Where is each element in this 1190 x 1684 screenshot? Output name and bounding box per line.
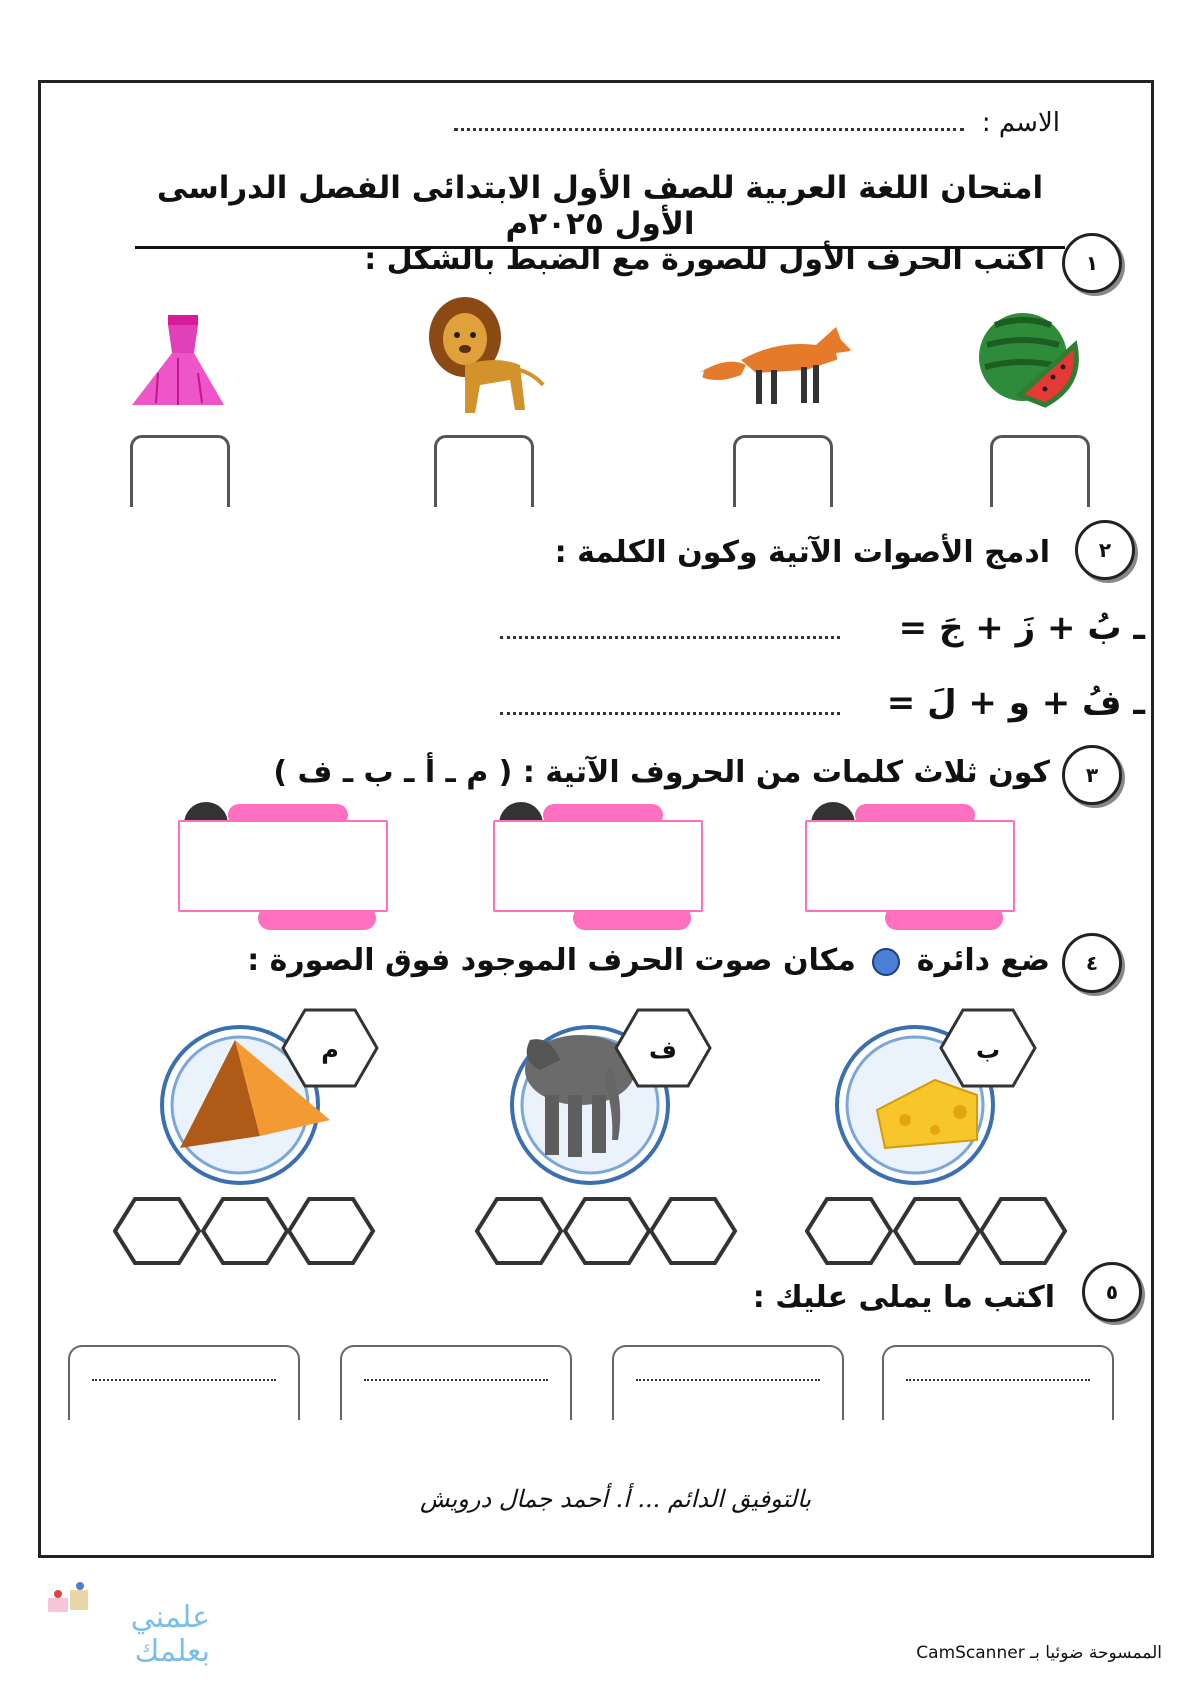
dictation-box-2[interactable] [612, 1345, 844, 1420]
blend-line-1: ـ بُ + زَ + جَ = [898, 608, 1145, 648]
question-number-2: ٢ [1075, 520, 1135, 580]
hex-letter-2: ف [649, 1036, 677, 1064]
name-line [454, 108, 1060, 138]
teacher-signature: بالتوفيق الدائم ... أ. أحمد جمال درويش [420, 1485, 812, 1513]
scanner-credit: الممسوحة ضوئيا بـ CamScanner [916, 1643, 1162, 1663]
hex-letter-1: ب [975, 1036, 1001, 1064]
blend-line-2: ـ فُ + و + لَ = [886, 683, 1145, 723]
word-box-1[interactable] [805, 820, 1015, 912]
site-logo [40, 1580, 210, 1670]
exam-title: امتحان اللغة العربية للصف الأول الابتدائى الفصل الدراسى الأول ٢٠٢٥م [135, 170, 1065, 249]
question-3-text: كون ثلاث كلمات من الحروف الآتية : ( م ـ أ ـ ب ـ ف ) [273, 755, 1050, 790]
answer-box-lion[interactable] [434, 435, 534, 507]
name-label: الاسم : [981, 108, 1060, 138]
hex-row-3[interactable] [113, 1195, 378, 1267]
answer-box-dress[interactable] [130, 435, 230, 507]
q4-item-pyramid [150, 1000, 395, 1185]
blue-circle-icon [872, 948, 900, 976]
logo-text-1: علمني [130, 1600, 210, 1635]
word-box-2[interactable] [493, 820, 703, 912]
question-4-text: ضع دائرة مكان صوت الحرف الموجود فوق الصورة : [247, 943, 1050, 978]
dictation-box-3[interactable] [340, 1345, 572, 1420]
logo-text-2: بعلمك [134, 1634, 210, 1669]
dress-icon [128, 313, 228, 413]
question-5-text: اكتب ما يملى عليك : [752, 1280, 1055, 1315]
q4-item-elephant [500, 1000, 745, 1185]
question-number-4: ٤ [1062, 933, 1122, 993]
answer-box-fox[interactable] [733, 435, 833, 507]
name-field[interactable] [454, 128, 964, 131]
blend-answer-2[interactable] [500, 712, 840, 715]
question-1-text: اكتب الحرف الأول للصورة مع الضبط بالشكل : [364, 242, 1045, 277]
hex-letter-3: م [321, 1036, 339, 1064]
watermelon-icon [975, 305, 1085, 415]
blend-answer-1[interactable] [500, 636, 840, 639]
lion-icon [425, 295, 545, 420]
logo-cake-icon [40, 1580, 100, 1620]
word-box-3[interactable] [178, 820, 388, 912]
dictation-box-1[interactable] [882, 1345, 1114, 1420]
question-2-text: ادمج الأصوات الآتية وكون الكلمة : [554, 535, 1050, 570]
hex-row-2[interactable] [475, 1195, 740, 1267]
q4-item-cheese [825, 1000, 1070, 1185]
question-number-5: ٥ [1082, 1262, 1142, 1322]
hex-row-1[interactable] [805, 1195, 1070, 1267]
answer-box-watermelon[interactable] [990, 435, 1090, 507]
dictation-box-4[interactable] [68, 1345, 300, 1420]
fox-icon [686, 315, 856, 410]
question-number-3: ٣ [1062, 745, 1122, 805]
question-number-1: ١ [1062, 233, 1122, 293]
